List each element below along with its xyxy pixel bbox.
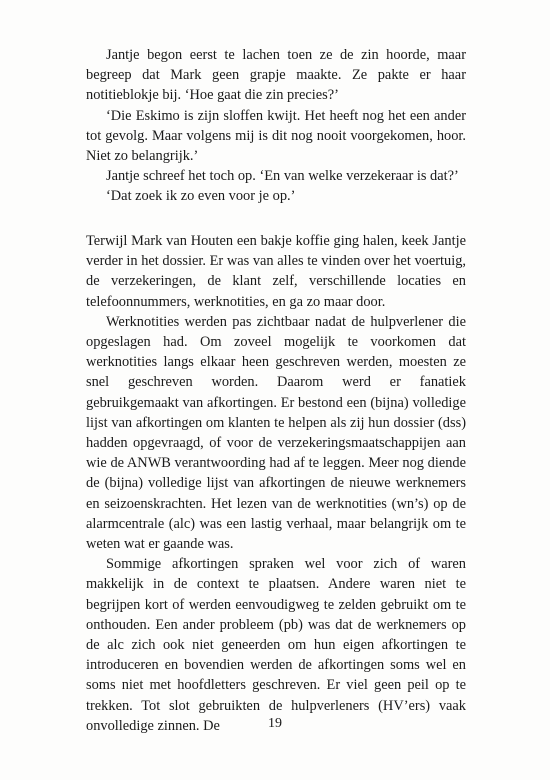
paragraph: ‘Die Eskimo is zijn sloffen kwijt. Het heeft nog het een ander tot gevolg. Maar volgens mij is dit nog nooit voorgekomen, hoor. Niet zo belangrijk.’ [86, 107, 466, 165]
paragraph: Jantje schreef het toch op. ‘En van welke verzekeraar is dat?’ [106, 168, 459, 185]
paragraph: Terwijl Mark van Houten een bakje koffie ging halen, keek Jantje verder in het dossier. Er was van alles te vinden over het voertuig, de verzekeringen, de klant zelf, verschillende locaties en telefoonnummers, werknotities, en ga zo maar door. [86, 233, 466, 310]
paragraph: ‘Dat zoek ik zo even voor je op.’ [106, 188, 296, 205]
paragraph: Werknotities werden pas zichtbaar nadat de hulpverlener die opgeslagen had. Om zoveel mogelijk te voorkomen dat werknotities langs elkaar heen geschreven werden, moesten ze snel geschreven worden. Daarom werd er fanatiek gebruikgemaakt van afkortingen. Er bestond een (bijna) volledige lijst van afkortingen om klanten te helpen als zij hun dossier (dss) hadden opgevraagd, of voor de verzekeringsmaatschappijen aan wie de ANWB verantwoording had af te leggen. Meer nog diende de (bijna) volledige lijst van afkortingen de nieuwe werknemers en seizoenskrachten. Het lezen van de werknotities (wn’s) op de alarmcentrale (alc) was een lastig verhaal, maar belangrijk om te weten wat er gaande was. [86, 313, 466, 553]
paragraph: Jantje begon eerst te lachen toen ze de zin hoorde, maar begreep dat Mark geen grapje maakte. Ze pakte er haar notitieblokje bij. ‘Hoe gaat die zin precies?’ [86, 47, 466, 104]
page-number: 19 [268, 716, 282, 731]
narrative-section [86, 231, 466, 736]
paragraph: Sommige afkortingen spraken wel voor zich of waren makkelijk in de context te plaatsen. Andere waren niet te begrijpen kort of werden eenvoudigweg te zelden gebruikt om te onthouden. Een ander probleem (pb) was dat de werknemers op de alc zich ook niet geneerden om hun eigen afkortingen te introduceren en bovendien werden de afkortingen soms wel en soms niet met hoofdletters geschreven. Er viel geen peil op te trekken. Tot slot gebruikten de hulpverleners (HV’ers) vaak onvolledige zinnen. De [86, 556, 466, 734]
dialogue-section [86, 45, 466, 207]
